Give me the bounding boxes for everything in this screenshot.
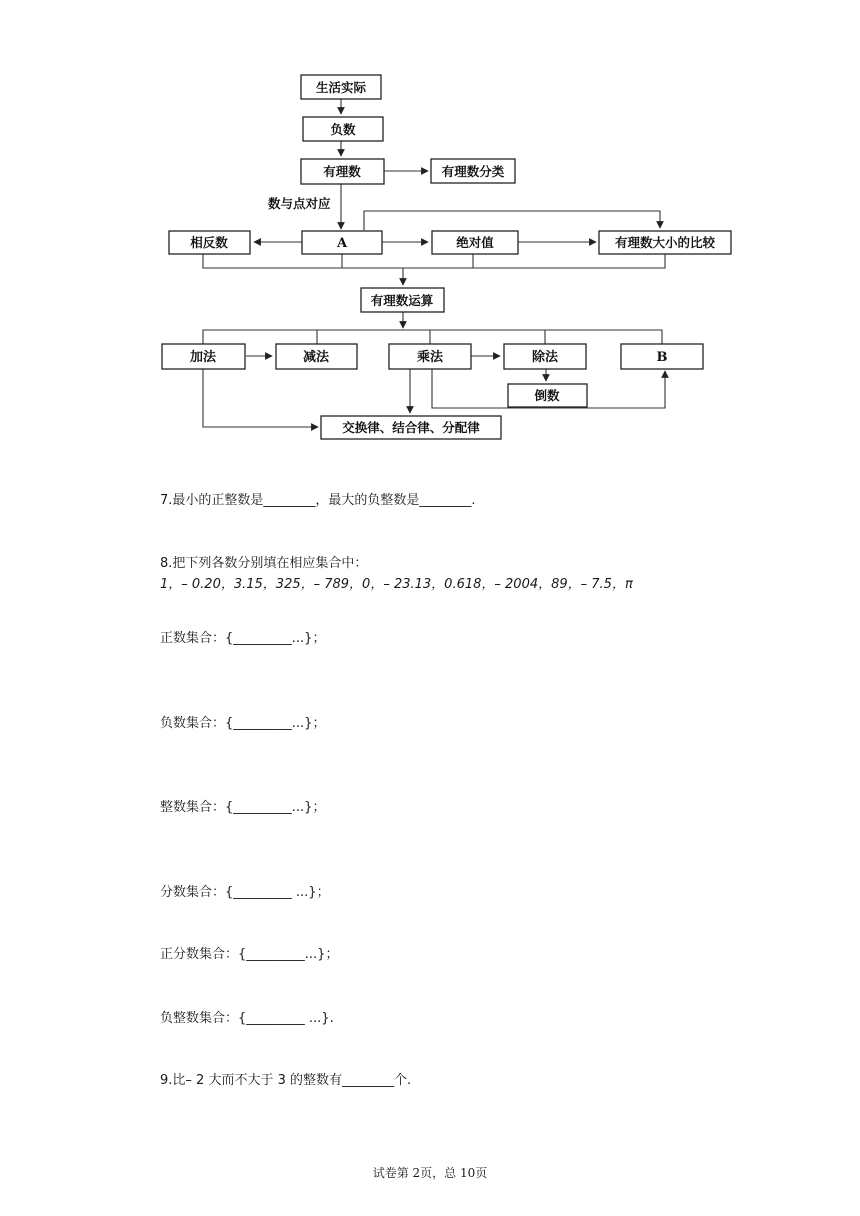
node-B <box>621 344 703 369</box>
question-8-numbers: 1，– 0.20，3.15，325，– 789，0，– 23.13，0.618，– 2004，89，– 7.5，π <box>160 577 633 592</box>
svg-text:有理数大小的比较: 有理数大小的比较 <box>614 235 716 250</box>
node-add <box>162 344 245 369</box>
node-negative <box>303 117 383 141</box>
question-8-title: 8.把下列各数分别填在相应集合中： <box>160 556 368 571</box>
svg-text:B: B <box>656 350 668 365</box>
node-divide <box>504 344 586 369</box>
svg-text:有理数运算: 有理数运算 <box>370 293 434 308</box>
node-life <box>301 75 381 99</box>
node-compare <box>599 231 731 254</box>
node-rational <box>301 159 384 184</box>
svg-text:A: A <box>336 236 348 251</box>
node-classify <box>431 159 515 183</box>
set-integer: 整数集合：{_________...}； <box>160 800 326 815</box>
question-9: 9.比– 2 大而不大于 3 的整数有________个. <box>160 1073 412 1088</box>
svg-text:有理数分类: 有理数分类 <box>441 164 505 179</box>
node-reciprocal <box>508 384 587 407</box>
page-footer: 试卷第 2页，总 10页 <box>372 1166 488 1180</box>
set-negative-integer: 负整数集合：{_________ ...}. <box>160 1011 334 1026</box>
node-operations <box>361 288 444 312</box>
knowledge-flowchart <box>0 0 860 460</box>
set-positive-fraction: 正分数集合：{_________...}； <box>160 947 339 962</box>
correspond-label: 数与点对应 <box>268 196 331 211</box>
svg-text:绝对值: 绝对值 <box>456 235 494 250</box>
set-negative: 负数集合：{_________...}； <box>160 716 326 731</box>
node-laws <box>321 416 501 439</box>
node-absolute <box>432 231 518 254</box>
svg-text:减法: 减法 <box>302 350 330 365</box>
node-subtract <box>276 344 357 369</box>
svg-text:乘法: 乘法 <box>416 350 444 365</box>
node-multiply <box>389 344 471 369</box>
svg-text:倒数: 倒数 <box>534 388 560 403</box>
set-fraction: 分数集合：{_________ ...}； <box>160 885 330 900</box>
svg-text:除法: 除法 <box>531 350 559 365</box>
svg-text:交换律、结合律、分配律: 交换律、结合律、分配律 <box>342 420 480 435</box>
node-A <box>302 231 382 254</box>
svg-text:加法: 加法 <box>189 350 217 365</box>
set-positive: 正数集合：{_________...}； <box>160 631 326 646</box>
node-opposite <box>169 231 250 254</box>
svg-text:相反数: 相反数 <box>190 235 228 250</box>
question-7: 7.最小的正整数是________，最大的负整数是________. <box>160 493 476 508</box>
svg-text:有理数: 有理数 <box>323 164 361 179</box>
flowchart-connectors <box>203 99 665 427</box>
svg-text:负数: 负数 <box>330 122 356 137</box>
svg-text:生活实际: 生活实际 <box>315 80 367 95</box>
